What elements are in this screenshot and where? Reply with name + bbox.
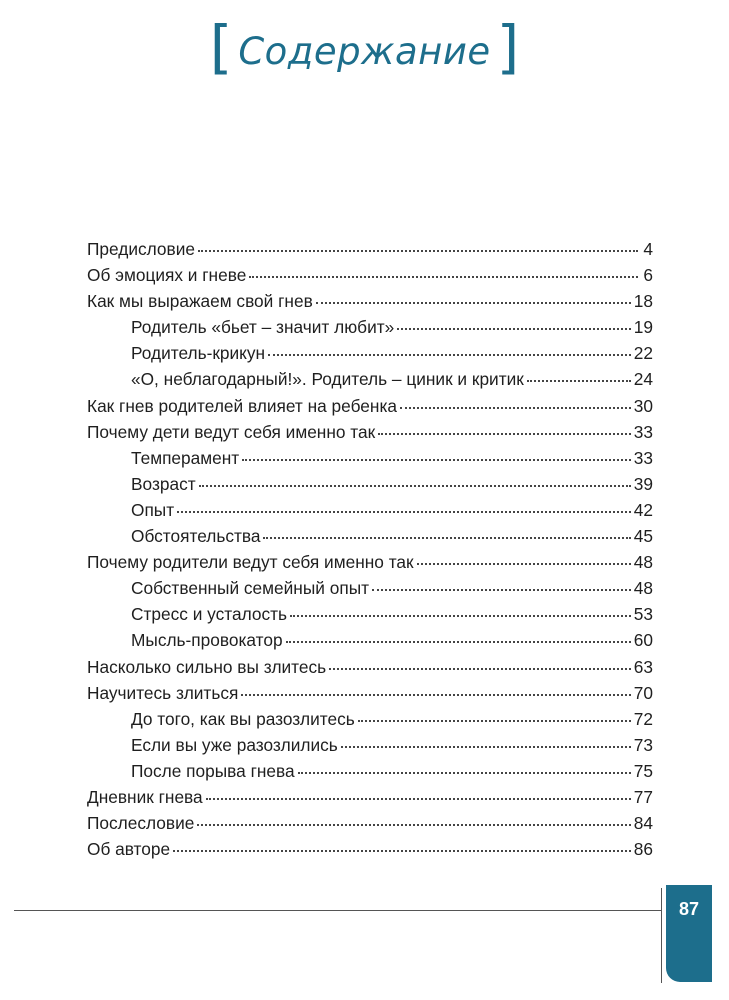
toc-entry — [87, 839, 653, 865]
toc-entry-page: 77 — [633, 786, 653, 807]
toc-entry — [87, 604, 653, 630]
table-of-contents — [87, 239, 653, 865]
toc-entry-page: 73 — [633, 734, 653, 755]
footer-rule — [14, 910, 662, 911]
footer-vertical-rule — [661, 888, 662, 983]
toc-entry — [87, 422, 653, 448]
toc-entry-title: Обстоятельства — [131, 526, 261, 547]
title-text: Содержание — [238, 29, 491, 73]
toc-entry-title: Почему дети ведут себя именно так — [87, 421, 376, 442]
toc-entry-title: После порыва гнева — [131, 760, 295, 781]
page-number: 87 — [678, 899, 700, 919]
toc-entry-title: Опыт — [131, 499, 175, 520]
toc-entry — [87, 500, 653, 526]
toc-entry — [87, 526, 653, 552]
toc-entry-page: 45 — [633, 526, 653, 547]
toc-entry — [87, 448, 653, 474]
toc-entry-title: Как гнев родителей влияет на ребенка — [87, 395, 397, 416]
toc-entry-page: 60 — [633, 630, 653, 651]
toc-dot-leader — [173, 850, 631, 852]
toc-entry-page: 70 — [633, 682, 653, 703]
toc-dot-leader — [206, 798, 631, 800]
toc-entry-page: 24 — [633, 369, 653, 390]
toc-entry-title: Почему родители ведут себя именно так — [87, 552, 414, 573]
toc-dot-leader — [358, 720, 631, 722]
toc-dot-leader — [397, 328, 631, 330]
toc-entry-page: 48 — [633, 552, 653, 573]
toc-dot-leader — [199, 485, 631, 487]
toc-dot-leader — [242, 459, 631, 461]
toc-entry-title: Мысль-провокатор — [131, 630, 283, 651]
toc-dot-leader — [263, 537, 630, 539]
toc-entry — [87, 343, 653, 369]
toc-dot-leader — [268, 354, 631, 356]
toc-entry — [87, 396, 653, 422]
toc-entry — [87, 239, 653, 265]
toc-entry-title: Возраст — [131, 473, 196, 494]
toc-entry — [87, 630, 653, 656]
toc-dot-leader — [316, 302, 631, 304]
toc-dot-leader — [527, 380, 631, 382]
toc-entry — [87, 578, 653, 604]
toc-dot-leader — [177, 511, 631, 513]
toc-entry — [87, 709, 653, 735]
toc-entry-page: 19 — [633, 317, 653, 338]
toc-entry-title: До того, как вы разозлитесь — [131, 708, 355, 729]
toc-entry-page: 86 — [633, 839, 653, 860]
title-bracket-open: [ — [209, 13, 233, 81]
toc-dot-leader — [198, 250, 638, 252]
toc-entry-page: 22 — [633, 343, 653, 364]
toc-entry — [87, 317, 653, 343]
toc-dot-leader — [286, 641, 631, 643]
toc-entry-page: 72 — [633, 708, 653, 729]
toc-entry-title: Предисловие — [87, 239, 195, 259]
toc-entry-title: Собственный семейный опыт — [131, 578, 370, 599]
toc-entry — [87, 787, 653, 813]
toc-entry-title: Послесловие — [87, 813, 195, 834]
toc-entry — [87, 369, 653, 395]
page-header — [0, 13, 729, 81]
toc-dot-leader — [298, 772, 631, 774]
toc-entry — [87, 265, 653, 291]
toc-entry-page: 48 — [633, 578, 653, 599]
title-bracket-close: ] — [496, 13, 520, 81]
toc-entry-title: Темперамент — [131, 447, 240, 468]
toc-entry — [87, 657, 653, 683]
toc-entry-page: 63 — [633, 656, 653, 677]
toc-entry-title: Дневник гнева — [87, 786, 203, 807]
toc-entry — [87, 761, 653, 787]
toc-entry-title: Научитесь злиться — [87, 682, 239, 703]
toc-entry-title: Родитель-крикун — [131, 343, 266, 364]
toc-entry-page: 75 — [633, 760, 653, 781]
page-title — [209, 13, 520, 81]
toc-entry-title: Если вы уже разозлились — [131, 734, 338, 755]
toc-dot-leader — [241, 694, 630, 696]
toc-entry-title: Насколько сильно вы злитесь — [87, 656, 327, 677]
toc-dot-leader — [378, 433, 631, 435]
toc-dot-leader — [372, 589, 631, 591]
page-number-tab — [666, 885, 712, 982]
toc-entry-page: 39 — [633, 473, 653, 494]
toc-dot-leader — [417, 563, 631, 565]
toc-entry-page: 30 — [633, 395, 653, 416]
toc-entry — [87, 683, 653, 709]
toc-entry-title: Родитель «бьет – значит любит» — [131, 317, 395, 338]
toc-dot-leader — [290, 615, 631, 617]
toc-entry-page: 33 — [633, 447, 653, 468]
toc-entry-page: 4 — [643, 239, 653, 259]
toc-entry — [87, 735, 653, 761]
toc-entry-title: Об эмоциях и гневе — [87, 265, 247, 286]
toc-entry — [87, 474, 653, 500]
toc-entry-title: «О, неблагодарный!». Родитель – циник и критик — [131, 369, 524, 390]
toc-entry-title: Об авторе — [87, 839, 171, 860]
toc-dot-leader — [400, 407, 631, 409]
toc-entry-page: 6 — [643, 265, 653, 286]
toc-entry — [87, 552, 653, 578]
toc-entry-title: Как мы выражаем свой гнев — [87, 291, 313, 312]
toc-dot-leader — [249, 276, 638, 278]
toc-entry-page: 18 — [633, 291, 653, 312]
toc-dot-leader — [197, 824, 630, 826]
toc-dot-leader — [341, 746, 631, 748]
toc-entry — [87, 291, 653, 317]
toc-entry-title: Стресс и усталость — [131, 604, 288, 625]
toc-entry-page: 42 — [633, 499, 653, 520]
toc-entry-page: 84 — [633, 813, 653, 834]
toc-dot-leader — [329, 668, 631, 670]
toc-entry-page: 53 — [633, 604, 653, 625]
toc-entry-page: 33 — [633, 421, 653, 442]
toc-entry — [87, 813, 653, 839]
